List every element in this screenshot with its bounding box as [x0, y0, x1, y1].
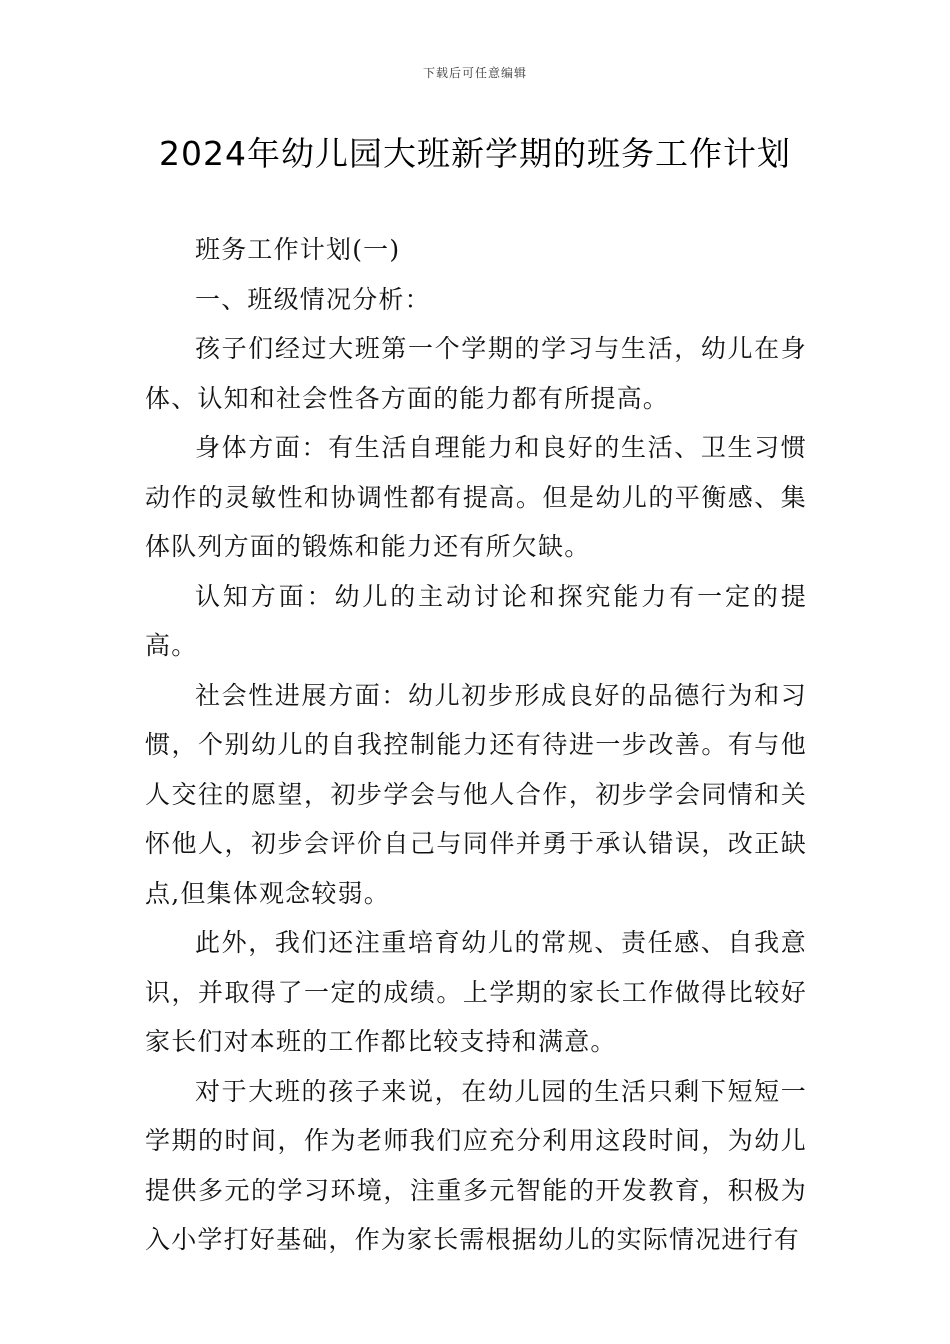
paragraph-plan-heading: 班务工作计划(一) [195, 235, 401, 264]
paragraph: 此外，我们还注重培育幼儿的常规、责任感、自我意识，并取得了一定的成绩。上学期的家长工作做得比较好家长们对本班的工作都比较支持和满意。 [145, 928, 807, 1056]
paragraph: 身体方面：有生活自理能力和良好的生活、卫生习惯动作的灵敏性和协调性都有提高。但是幼儿的平衡感、集体队列方面的锻炼和能力还有所欠缺。 [145, 433, 807, 561]
document-body [145, 225, 807, 1265]
paragraph: 认知方面：幼儿的主动讨论和探究能力有一定的提高。 [145, 581, 807, 660]
document-title: 2024年幼儿园大班新学期的班务工作计划 [159, 134, 791, 173]
paragraph-section-heading: 一、班级情况分析： [195, 284, 431, 314]
paragraph: 社会性进展方面：幼儿初步形成良好的品德行为和习惯，个别幼儿的自我控制能力还有待进一步改善。有与他人交往的愿望，初步学会与他人合作，初步学会同情和关怀他人，初步会评价自己与同伴并勇于承认错误，改正缺点,但集体观念较弱。 [145, 680, 807, 908]
paragraph: 对于大班的孩子来说，在幼儿园的生活只剩下短短一学期的时间，作为老师我们应充分利用这段时间，为幼儿提供多元的学习环境，注重多元智能的开发教育，积极为入小学打好基础，作为家长需根据幼儿的实际情况进行有 [145, 1076, 807, 1254]
paragraph: 孩子们经过大班第一个学期的学习与生活，幼儿在身体、认知和社会性各方面的能力都有所提高。 [145, 334, 807, 413]
header-note: 下载后可任意编辑 [422, 66, 527, 80]
